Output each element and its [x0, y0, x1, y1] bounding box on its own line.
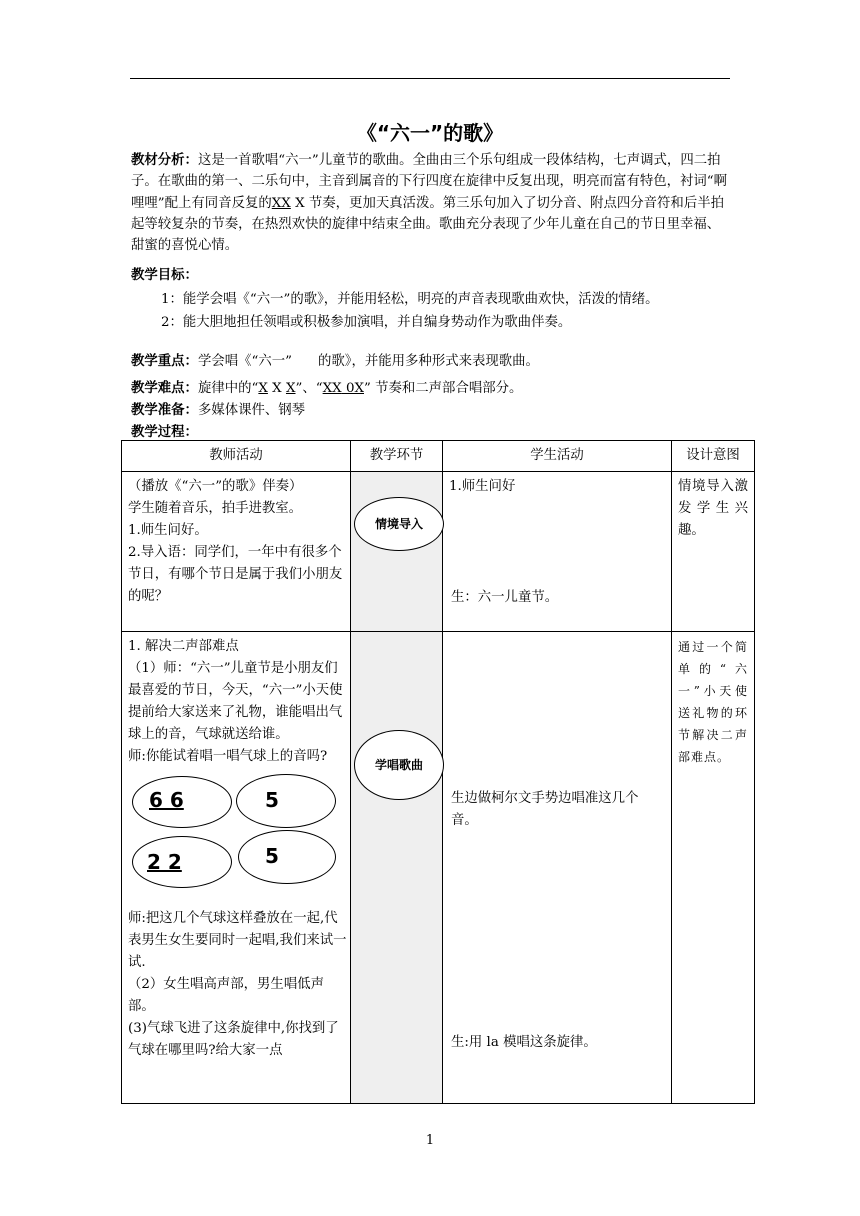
balloon-note: 5	[265, 844, 279, 868]
teacher-line: 1.师生问好。	[128, 523, 208, 538]
balloon-note: 5	[265, 788, 279, 812]
difficulty-pre: 旋律中的“	[197, 381, 259, 396]
table-row	[122, 472, 755, 632]
table-row	[122, 632, 755, 1104]
header-stage: 教学环节	[351, 441, 443, 472]
material-analysis	[131, 150, 731, 256]
preparation	[131, 399, 305, 418]
header-intent: 设计意图	[672, 441, 755, 472]
design-intent-1: 情境导入激发学生兴趣。	[672, 472, 755, 632]
key-points	[131, 350, 539, 369]
header-rule	[130, 78, 730, 79]
lesson-table	[121, 440, 755, 1104]
teacher-activity-2	[122, 632, 351, 1104]
goal-2: 2：能大胆地担任领唱或积极参加演唱，并自编身势动作为歌曲伴奏。	[161, 315, 572, 330]
page-title: 《“六一”的歌》	[356, 121, 504, 145]
teacher-line: （2）女生唱高声部，男生唱低声部。	[128, 977, 324, 1014]
teacher-line: (3)气球飞进了这条旋律中,你找到了气球在哪里吗?给大家一点	[128, 1021, 339, 1058]
difficulty-rhythm-1b: X	[267, 381, 286, 396]
design-intent-2: 通过一个简单的“六一”小天使送礼物的环节解决二声部难点。	[672, 632, 755, 1104]
stage-bubble-learn: 学唱歌曲	[354, 730, 444, 800]
student-activity-2	[443, 632, 672, 1104]
difficulty-rhythm-2a: XX	[322, 381, 342, 396]
header-teacher: 教师活动	[122, 441, 351, 472]
difficulty-mid: ”、“	[295, 381, 323, 396]
key-text-2: 的歌》，并能用多种形式来表现歌曲。	[318, 354, 539, 369]
header-student: 学生活动	[443, 441, 672, 472]
goal-1: 1：能学会唱《“六一”的歌》，并能用轻松，明亮的声音表现歌曲欢快，活泼的情绪。	[161, 292, 659, 307]
student-line: 生边做柯尔文手势边唱准这几个音。	[451, 791, 639, 828]
teacher-line: 学生随着音乐，拍手进教室。	[128, 501, 303, 516]
balloon-note: 6 6	[149, 788, 184, 812]
table-header-row	[122, 441, 755, 472]
teacher-line: 师:把这几个气球这样叠放在一起,代表男生女生要同时一起唱,我们来试一试.	[128, 911, 347, 970]
balloon	[132, 776, 232, 828]
analysis-text-2: X 节奏，更加天真活泼。第三乐句加入了切分音、附点四分音符和后半拍起等较复杂的节奏，在热烈欢快的旋律中结束全曲。歌曲充分表现了少年儿童在自己的节日里幸福、甜蜜的喜悦心情。	[131, 195, 724, 254]
prep-label: 教学准备：	[131, 403, 198, 418]
prep-text: 多媒体课件、钢琴	[197, 403, 306, 418]
goals-label: 教学目标：	[131, 268, 198, 283]
key-label: 教学重点：	[131, 354, 198, 369]
key-text-1: 学会唱《“六一”	[197, 354, 292, 369]
difficulty-post: ” 节奏和二声部合唱部分。	[364, 381, 523, 396]
difficulty	[131, 377, 522, 396]
analysis-label: 教材分析：	[131, 153, 198, 168]
teacher-line: （播放《“六一”的歌》伴奏）	[128, 479, 303, 494]
teacher-line: 师:你能试着唱一唱气球上的音吗?	[128, 749, 328, 764]
balloon-group	[128, 768, 347, 908]
student-line: 1.师生问好	[449, 479, 516, 494]
page-number: 1	[425, 1133, 435, 1148]
difficulty-rhythm-2b: 0X	[341, 381, 364, 396]
student-line: 生：六一儿童节。	[451, 590, 559, 605]
analysis-rhythm: XX	[271, 195, 291, 211]
teacher-line: （1）师：“六一”儿童节是小朋友们最喜爱的节日，今天，“六一”小天使提前给大家送来了礼物，谁能唱出气球上的音，气球就送给谁。	[128, 661, 343, 742]
teacher-line: 2.导入语：同学们，一年中有很多个节日，有哪个节日是属于我们小朋友的呢？	[128, 545, 343, 604]
balloon-note: 2 2	[147, 850, 182, 874]
teacher-line: 1. 解决二声部难点	[128, 639, 239, 654]
balloon	[236, 774, 336, 828]
stage-bubble-intro: 情境导入	[354, 497, 444, 551]
difficulty-rhythm-1c: X	[285, 381, 296, 396]
balloon	[132, 836, 232, 888]
stage-cell-1	[351, 472, 443, 632]
analysis-text: 这是一首歌唱“六一”儿童节的歌曲。全曲由三个乐句组成一段体结构，七声调式，四二拍子。在歌曲的第一、二乐句中，主音到属音的下行四度在旋律中反复出现，明亮而富有特色，衬词“啊哩哩”配上有同音反复的	[131, 153, 728, 211]
process-label: 教学过程：	[131, 425, 198, 440]
difficulty-label: 教学难点：	[131, 381, 198, 396]
difficulty-rhythm-1a: X	[258, 381, 268, 396]
balloon	[238, 830, 336, 884]
student-line: 生:用 la 模唱这条旋律。	[451, 1035, 597, 1050]
student-activity-1	[443, 472, 672, 632]
teacher-activity-1	[122, 472, 351, 632]
stage-cell-2	[351, 632, 443, 1104]
